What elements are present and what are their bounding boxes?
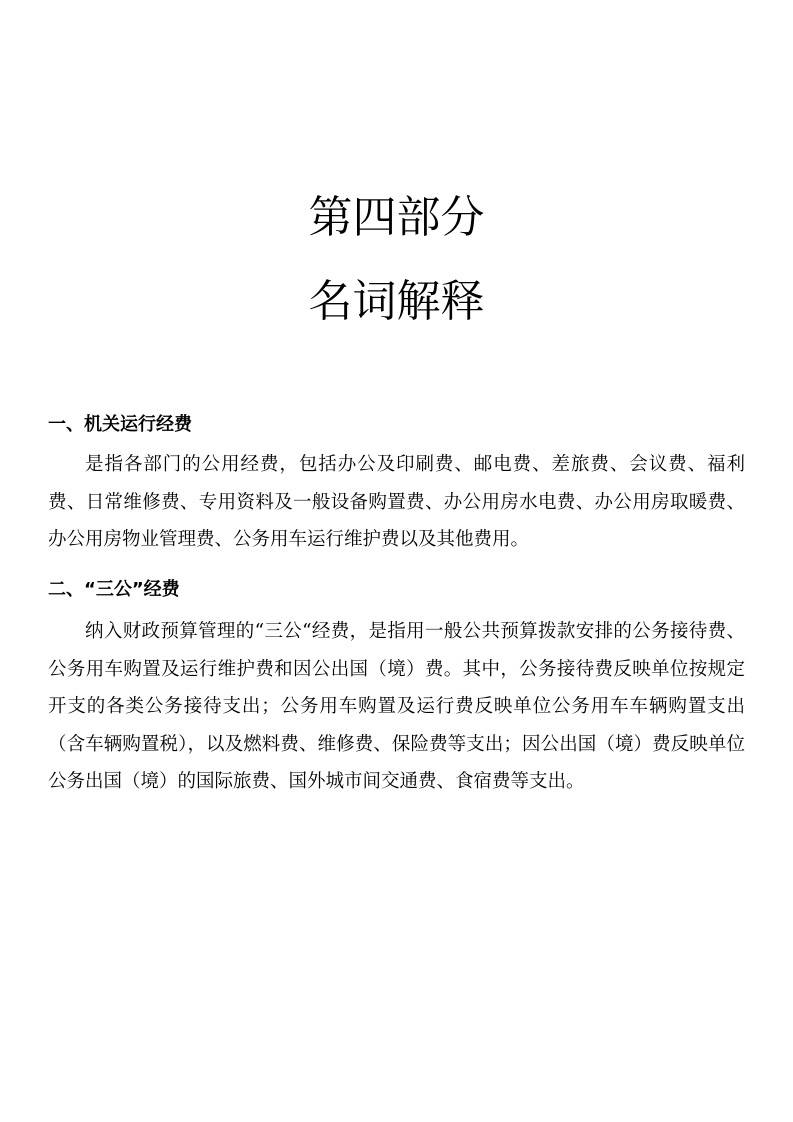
section-body-three-public-expenses: 纳入财政预算管理的“三公“经费，是指用一般公共预算拨款安排的公务接待费、公务用车购置及运行维护费和因公出国（境）费。其中，公务接待费反映单位按规定开支的各类公务接待支出；公务用车购置及运行费反映单位公务用车车辆购置支出（含车辆购置税），以及燃料费、维修费、保险费等支出；因公出国（境）费反映单位公务出国（境）的国际旅费、国外城市间交通费、食宿费等支出。	[48, 621, 745, 792]
part-title: 第四部分	[308, 192, 485, 243]
section-heading-operating-expenses: 一、机关运行经费	[48, 414, 192, 435]
section-body-operating-expenses: 是指各部门的公用经费，包括办公及印刷费、邮电费、差旅费、会议费、福利费、日常维修费、专用资料及一般设备购置费、办公用房水电费、办公用房取暖费、办公用房物业管理费、公务用车运行维护费以及其他费用。	[48, 454, 745, 550]
section-heading-three-public-expenses: 二、“三公”经费	[48, 579, 180, 600]
part-subtitle: 名词解释	[308, 276, 485, 327]
